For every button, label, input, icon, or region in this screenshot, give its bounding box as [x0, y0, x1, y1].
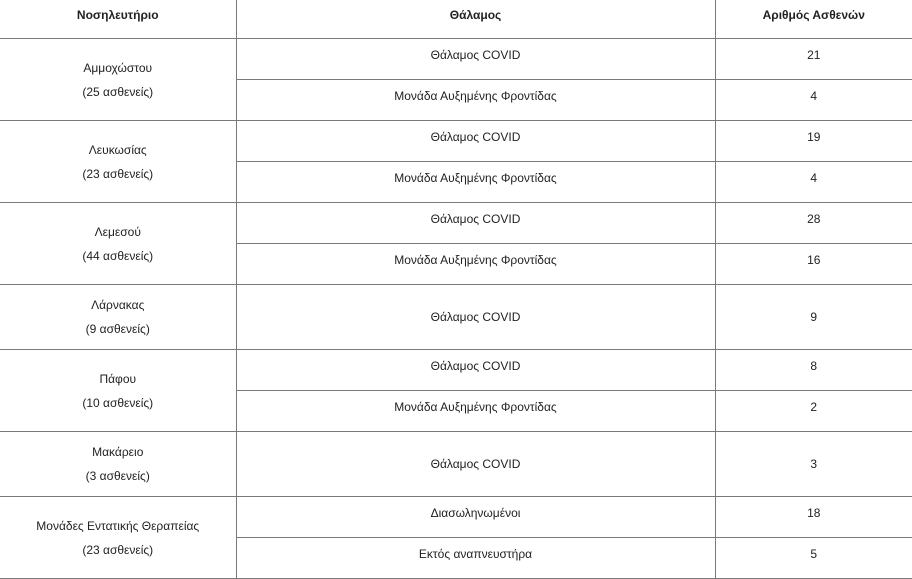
header-hospital [0, 0, 236, 39]
table-row [0, 350, 912, 391]
patient-count: 4 [716, 80, 912, 103]
ward-cell [236, 432, 715, 497]
ward-cell [236, 285, 715, 350]
count-cell [715, 203, 912, 244]
hospital-name: Πάφου [0, 367, 236, 391]
ward-cell [236, 391, 715, 432]
patient-count: 9 [716, 310, 912, 324]
ward-name: Θάλαμος COVID [237, 350, 715, 373]
table-row [0, 285, 912, 350]
count-cell [715, 244, 912, 285]
count-cell [715, 121, 912, 162]
ward-cell [236, 538, 715, 579]
patient-count: 18 [716, 497, 912, 520]
hospital-name: Λευκωσίας [0, 138, 236, 162]
ward-name: Θάλαμος COVID [237, 203, 715, 226]
hospital-cell [0, 203, 236, 285]
table-header-row [0, 0, 912, 39]
table-row [0, 203, 912, 244]
ward-name: Θάλαμος COVID [237, 310, 715, 324]
ward-cell [236, 39, 715, 80]
table-row [0, 121, 912, 162]
hospital-total: (10 ασθενείς) [0, 391, 236, 415]
hospital-total: (25 ασθενείς) [0, 80, 236, 104]
ward-name: Μονάδα Αυξημένης Φροντίδας [237, 80, 715, 103]
patient-count: 2 [716, 391, 912, 414]
hospital-cell [0, 432, 236, 497]
ward-name: Θάλαμος COVID [237, 121, 715, 144]
ward-name: Μονάδα Αυξημένης Φροντίδας [237, 391, 715, 414]
hospital-name: Μονάδες Εντατικής Θεραπείας [0, 514, 236, 538]
count-cell [715, 80, 912, 121]
patient-count: 16 [716, 244, 912, 267]
patient-count: 4 [716, 162, 912, 185]
table-row [0, 39, 912, 80]
header-hospital-label: Νοσηλευτήριο [0, 0, 236, 22]
count-cell [715, 39, 912, 80]
hospital-total: (23 ασθενείς) [0, 538, 236, 562]
ward-cell [236, 162, 715, 203]
ward-name: Εκτός αναπνευστήρα [237, 538, 715, 561]
count-cell [715, 538, 912, 579]
ward-name: Μονάδα Αυξημένης Φροντίδας [237, 244, 715, 267]
hospital-total: (9 ασθενείς) [0, 317, 236, 341]
ward-cell [236, 80, 715, 121]
count-cell [715, 391, 912, 432]
ward-name: Διασωληνωμένοι [237, 497, 715, 520]
ward-cell [236, 203, 715, 244]
hospital-total: (3 ασθενείς) [0, 464, 236, 488]
count-cell [715, 285, 912, 350]
ward-name: Θάλαμος COVID [237, 39, 715, 62]
count-cell [715, 162, 912, 203]
header-patients-label: Αριθμός Ασθενών [716, 0, 912, 22]
header-patients [715, 0, 912, 39]
count-cell [715, 497, 912, 538]
hospital-cell [0, 285, 236, 350]
ward-cell [236, 121, 715, 162]
hospital-name: Μακάρειο [0, 440, 236, 464]
hospital-total: (44 ασθενείς) [0, 244, 236, 268]
header-ward-label: Θάλαμος [237, 0, 715, 22]
ward-cell [236, 497, 715, 538]
count-cell [715, 432, 912, 497]
ward-name: Μονάδα Αυξημένης Φροντίδας [237, 162, 715, 185]
table-row [0, 432, 912, 497]
ward-cell [236, 244, 715, 285]
patient-count: 21 [716, 39, 912, 62]
hospital-total: (23 ασθενείς) [0, 162, 236, 186]
patient-count: 8 [716, 350, 912, 373]
hospital-name: Λάρνακας [0, 293, 236, 317]
count-cell [715, 350, 912, 391]
hospital-name: Αμμοχώστου [0, 56, 236, 80]
ward-name: Θάλαμος COVID [237, 457, 715, 471]
patient-count: 3 [716, 457, 912, 471]
header-ward [236, 0, 715, 39]
hospital-cell [0, 497, 236, 579]
patient-count: 28 [716, 203, 912, 226]
hospital-cell [0, 121, 236, 203]
table-row [0, 497, 912, 538]
patient-count: 19 [716, 121, 912, 144]
hospital-cell [0, 39, 236, 121]
table-body [0, 39, 912, 579]
ward-cell [236, 350, 715, 391]
hospital-cell [0, 350, 236, 432]
hospital-name: Λεμεσού [0, 220, 236, 244]
patient-count: 5 [716, 538, 912, 561]
